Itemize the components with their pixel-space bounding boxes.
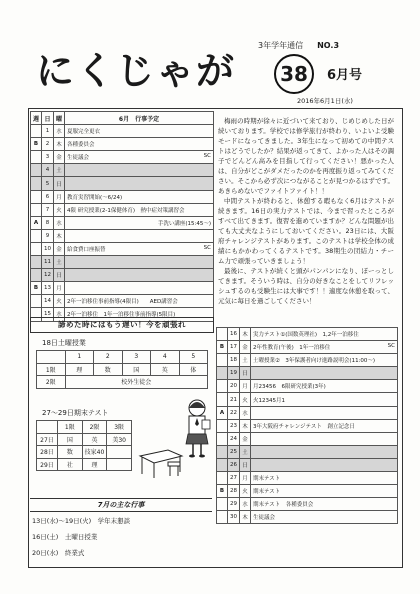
schedule-event-cell (65, 164, 214, 177)
schedule-dow-cell: 月 (240, 380, 251, 393)
schedule-event-text: 給食費口座振替 (67, 246, 106, 253)
schedule-day-cell: 16 (228, 328, 240, 341)
schedule-day-cell: 3 (42, 151, 54, 164)
schedule-event-cell (251, 393, 398, 406)
schedule-row (31, 164, 214, 177)
schedule-dow-cell: 金 (240, 341, 251, 354)
schedule-day-cell: 7 (42, 203, 54, 216)
schedule-event-cell (251, 432, 398, 445)
schedule-event-cell (251, 445, 398, 458)
schedule-day-cell: 26 (228, 458, 240, 471)
ft-subject: 技家40 (82, 446, 107, 459)
ft-subject: 英 (82, 433, 107, 446)
final-test-table (36, 420, 132, 471)
schedule-event-text: 実力テスト①(国数英理社) 1,2年一泊移住 (253, 332, 359, 339)
schedule-event-text: 3年大阪府チャレンジテスト 創立記念日 (253, 423, 355, 430)
sat-subject: 国 (122, 363, 151, 376)
schedule-event-note: 手洗い講座(15:45～) (157, 220, 211, 227)
intro-message (218, 116, 394, 306)
schedule-week-cell (31, 203, 42, 216)
issue-circle-number: 38 (274, 54, 314, 94)
schedule-dow-cell: 水 (240, 406, 251, 419)
schedule-dow-cell: 木 (54, 229, 65, 242)
schedule-week-cell (217, 367, 228, 380)
schedule-event-cell (65, 190, 214, 203)
schedule-day-cell: 25 (228, 445, 240, 458)
final-test-title: 27～29日期末テスト (42, 409, 109, 417)
schedule-row (217, 458, 398, 471)
schedule-day-cell: 6 (42, 190, 54, 203)
ft-subject: 社 (58, 458, 83, 471)
schedule-event-cell (65, 203, 214, 216)
schedule-dow-cell: 金 (54, 151, 65, 164)
schedule-day-cell: 15 (42, 308, 54, 321)
schedule-event-cell (251, 406, 398, 419)
schedule-event-text: 2年性教育(午後) 1年一泊移住 (253, 345, 331, 352)
schedule-dow-cell: 木 (240, 328, 251, 341)
schedule-event-cell (65, 229, 214, 242)
schedule-row (217, 419, 398, 432)
schedule-day-cell: 10 (42, 242, 54, 255)
schedule-event-cell (65, 138, 214, 151)
schedule-day-cell: 28 (228, 485, 240, 498)
sat-period-head (37, 351, 66, 364)
schedule-row (31, 190, 214, 203)
ft-day: 29日 (37, 458, 58, 471)
schedule-row (31, 138, 214, 151)
sat-period: 1 (65, 351, 94, 364)
schedule-row (31, 242, 214, 255)
schedule-row (31, 203, 214, 216)
schedule-week-cell (31, 269, 42, 282)
saturday-class-table (36, 350, 208, 389)
schedule-event-cell (65, 269, 214, 282)
col-events: 6月 行事予定 (65, 112, 214, 125)
schedule-week-cell (217, 511, 228, 524)
schedule-row (31, 295, 214, 308)
schedule-row (217, 328, 398, 341)
schedule-day-cell: 1 (42, 125, 54, 138)
sat-subject: 体 (179, 363, 208, 376)
intro-paragraph-3: 最後に、テストが続くと頭がパンパンになり、ぼーっとしてきます。そういう時は、自分の好きなことをしてリフレッシュするのも受験生には大事です！！適度な休憩を取って、元気に毎日を過ごしてください！ (218, 267, 394, 305)
schedule-row (217, 445, 398, 458)
schedule-event-cell (251, 367, 398, 380)
schedule-event-cell (251, 472, 398, 485)
ft-subject: 理 (82, 458, 107, 471)
schedule-event-text: 4限 研究授業(2-1保健体育) 熱中症対策講習会 (67, 207, 185, 214)
schedule-row (217, 380, 398, 393)
schedule-day-cell: 17 (228, 341, 240, 354)
schedule-week-cell: B (217, 341, 228, 354)
schedule-event-text: 火12345月1 (253, 397, 285, 404)
schedule-row (217, 485, 398, 498)
july-event-item: 13日(水)～19日(火) 学年末懇談 (32, 517, 131, 525)
schedule-row (217, 511, 398, 524)
sat-period: 2 (94, 351, 123, 364)
ft-day: 27日 (37, 433, 58, 446)
schedule-dow-cell: 水 (54, 216, 65, 229)
schedule-event-text: 土曜授業② 3年保護者向け進路説明会(11:00～) (253, 358, 376, 365)
ft-day: 28日 (37, 446, 58, 459)
schedule-dow-cell: 水 (54, 125, 65, 138)
schedule-dow-cell: 日 (54, 269, 65, 282)
schedule-event-text: 期末テスト 各種委員会 (253, 502, 314, 509)
col-dow: 曜 (54, 112, 65, 125)
schedule-event-cell (251, 485, 398, 498)
schedule-week-cell (217, 445, 228, 458)
schedule-week-cell (31, 125, 42, 138)
schedule-table-second-half (216, 327, 398, 524)
ft-subject (107, 458, 132, 471)
schedule-day-cell: 22 (228, 406, 240, 419)
schedule-day-cell: 4 (42, 164, 54, 177)
july-event-item: 16日(土) 土曜日授業 (32, 533, 98, 541)
schedule-event-cell (251, 380, 398, 393)
newsletter-title: にくじゃが (36, 49, 237, 93)
schedule-event-text: 生徒議会 (253, 515, 276, 522)
schedule-row (31, 269, 214, 282)
schedule-event-note: SC (387, 343, 395, 350)
schedule-event-cell (65, 216, 214, 229)
schedule-week-cell (217, 354, 228, 367)
schedule-row (31, 177, 214, 190)
schedule-dow-cell: 土 (54, 256, 65, 269)
schedule-dow-cell: 金 (54, 242, 65, 255)
schedule-week-cell (31, 295, 42, 308)
intro-paragraph-1: 梅雨の時期が徐々に近づいて来ており、じめじめした日が続いております。学校では修学旅行が終わり、いよいよ受験モードになってきました。3年生になって初めての中間テストはどうでしたか？結果が返ってきて、よかった人はその調子でどんどん高みを目指して行ってください！悪かった人は、自分がどこがダメだったのかを再度振り返ってみてください。そこから必ず次につながることが見つかるはずです。あきらめないでファイトファイト！！ (218, 117, 394, 195)
ft-subject: 美30 (107, 433, 132, 446)
sat-row2-content: 校外生徒会 (65, 376, 208, 389)
schedule-event-text: 2年一泊移住事前指導(4限目) AED講習会 (67, 299, 178, 306)
col-day: 日 (42, 112, 54, 125)
ft-subject (107, 446, 132, 459)
schedule-event-cell (251, 419, 398, 432)
schedule-event-text: 期末テスト (253, 476, 281, 483)
schedule-week-cell (31, 177, 42, 190)
sat-subject: 理 (65, 363, 94, 376)
schedule-week-cell (217, 432, 228, 445)
schedule-dow-cell: 月 (54, 282, 65, 295)
schedule-day-cell: 24 (228, 432, 240, 445)
slogan-banner: 諦めた時にはもう遅い！今を頑張れ (30, 317, 214, 333)
schedule-week-cell (217, 380, 228, 393)
schedule-row (31, 282, 214, 295)
intro-paragraph-2: 中間テストが終わると、休憩する暇もなく6月はテストが続きます。16日の実力テストでは、今まで習ったところがすべて出てきます。復習を進めていますか？どんな問題が出ても大丈夫なようにしておいてください。23日には、大阪府チャレンジテストがあります。このテストは学校全体の成績にもかかわってくるテストです。38期生の団結力・チーム力で頑張っていきましょう！ (218, 197, 394, 265)
schedule-dow-cell: 土 (240, 354, 251, 367)
issue-date: 2016年6月1日(水) (297, 97, 353, 105)
schedule-event-cell (65, 177, 214, 190)
schedule-week-cell: B (217, 485, 228, 498)
issue-number-label: NO.3 (317, 41, 340, 50)
schedule-event-text: 各種委員会 (67, 142, 95, 149)
schedule-row (217, 498, 398, 511)
schedule-row (31, 216, 214, 229)
schedule-event-cell (251, 458, 398, 471)
col-week: 週 (31, 112, 42, 125)
schedule-day-cell: 2 (42, 138, 54, 151)
schedule-dow-cell: 土 (240, 445, 251, 458)
header-grade-news (258, 40, 339, 51)
schedule-event-cell (65, 282, 214, 295)
schedule-day-cell: 13 (42, 282, 54, 295)
schedule-day-cell: 19 (228, 367, 240, 380)
schedule-row (217, 367, 398, 380)
schedule-row (31, 256, 214, 269)
schedule-day-cell: 12 (42, 269, 54, 282)
ft-head: 3限 (107, 421, 132, 434)
grade-news-label: 3年学年通信 (258, 41, 304, 50)
schedule-table-first-half (30, 111, 214, 322)
schedule-week-cell (217, 458, 228, 471)
ft-head (37, 421, 58, 434)
schedule-week-cell (217, 472, 228, 485)
schedule-dow-cell: 日 (240, 458, 251, 471)
schedule-event-text: 2年一泊移住 1年一泊移住事前指導(5限目) (67, 312, 176, 319)
schedule-dow-cell: 金 (240, 432, 251, 445)
schedule-row (217, 341, 398, 354)
schedule-week-cell (217, 419, 228, 432)
schedule-week-cell: A (217, 406, 228, 419)
schedule-event-cell (251, 511, 398, 524)
july-events-title: 7月の主な行事 (30, 498, 212, 512)
schedule-event-cell (65, 125, 214, 138)
schedule-row (217, 393, 398, 406)
schedule-dow-cell: 土 (54, 164, 65, 177)
schedule-row (217, 406, 398, 419)
schedule-dow-cell: 月 (54, 190, 65, 203)
schedule-week-cell (31, 242, 42, 255)
schedule-day-cell: 8 (42, 216, 54, 229)
schedule-dow-cell: 木 (240, 511, 251, 524)
schedule-event-text: 教育実習開始(～6/24) (67, 194, 123, 201)
sat-subject: 英 (151, 363, 180, 376)
schedule-week-cell: B (31, 282, 42, 295)
schedule-week-cell (217, 328, 228, 341)
schedule-week-cell (217, 498, 228, 511)
july-event-item: 20日(水) 終業式 (32, 549, 85, 557)
schedule-week-cell: B (31, 138, 42, 151)
schedule-event-text: 夏服完全更衣 (67, 129, 101, 136)
schedule-day-cell: 21 (228, 393, 240, 406)
schedule-day-cell: 5 (42, 177, 54, 190)
schedule-dow-cell: 水 (240, 498, 251, 511)
schedule-event-cell (251, 328, 398, 341)
sat-subject: 数 (94, 363, 123, 376)
month-label: 6月号 (327, 68, 363, 83)
schedule-week-cell (31, 229, 42, 242)
schedule-event-note: SC (203, 153, 211, 160)
schedule-dow-cell: 日 (54, 177, 65, 190)
schedule-week-cell (31, 190, 42, 203)
schedule-day-cell: 27 (228, 472, 240, 485)
saturday-class-title: 18日土曜授業 (42, 339, 86, 347)
ft-head: 2限 (82, 421, 107, 434)
schedule-week-cell (31, 151, 42, 164)
schedule-week-cell: A (31, 216, 42, 229)
ft-subject: 数 (58, 446, 83, 459)
schedule-day-cell: 23 (228, 419, 240, 432)
schedule-row (31, 151, 214, 164)
schedule-day-cell: 20 (228, 380, 240, 393)
schedule-event-cell (65, 256, 214, 269)
schedule-dow-cell: 月 (240, 472, 251, 485)
sat-period: 3 (122, 351, 151, 364)
schedule-row (217, 432, 398, 445)
schedule-event-cell (251, 341, 398, 354)
schedule-dow-cell: 木 (54, 138, 65, 151)
schedule-event-cell (251, 354, 398, 367)
desk-illustration (138, 446, 186, 480)
schedule-dow-cell: 火 (240, 393, 251, 406)
schedule-dow-cell: 火 (54, 295, 65, 308)
schedule-week-cell (31, 256, 42, 269)
schedule-row (31, 125, 214, 138)
schedule-event-text: 期末テスト (253, 489, 281, 496)
sat-period: 5 (179, 351, 208, 364)
schedule-dow-cell: 木 (240, 419, 251, 432)
sat-period: 4 (151, 351, 180, 364)
schedule-dow-cell: 火 (240, 485, 251, 498)
schedule-event-cell (65, 295, 214, 308)
schedule-day-cell: 29 (228, 498, 240, 511)
ft-head: 1限 (58, 421, 83, 434)
schedule-day-cell: 18 (228, 354, 240, 367)
sat-row-label: 2限 (37, 376, 66, 389)
schedule-row (217, 472, 398, 485)
sat-row-label: 1限 (37, 363, 66, 376)
schedule-day-cell: 30 (228, 511, 240, 524)
schedule-event-text: 月23456 6限研究授業(3年) (253, 384, 326, 391)
schedule-event-text: 生徒議会 (67, 155, 90, 162)
schedule-dow-cell: 火 (54, 203, 65, 216)
schedule-event-note: SC (203, 244, 211, 251)
schedule-day-cell: 11 (42, 256, 54, 269)
schedule-event-cell (65, 242, 214, 255)
ft-subject: 国 (58, 433, 83, 446)
schedule-event-cell (65, 151, 214, 164)
schedule-dow-cell: 水 (54, 308, 65, 321)
schedule-day-cell: 14 (42, 295, 54, 308)
schedule-dow-cell: 日 (240, 367, 251, 380)
schedule-row (217, 354, 398, 367)
schedule-week-cell (31, 164, 42, 177)
schedule-event-cell (251, 498, 398, 511)
schedule-day-cell: 9 (42, 229, 54, 242)
schedule-week-cell (217, 393, 228, 406)
schedule-row (31, 229, 214, 242)
